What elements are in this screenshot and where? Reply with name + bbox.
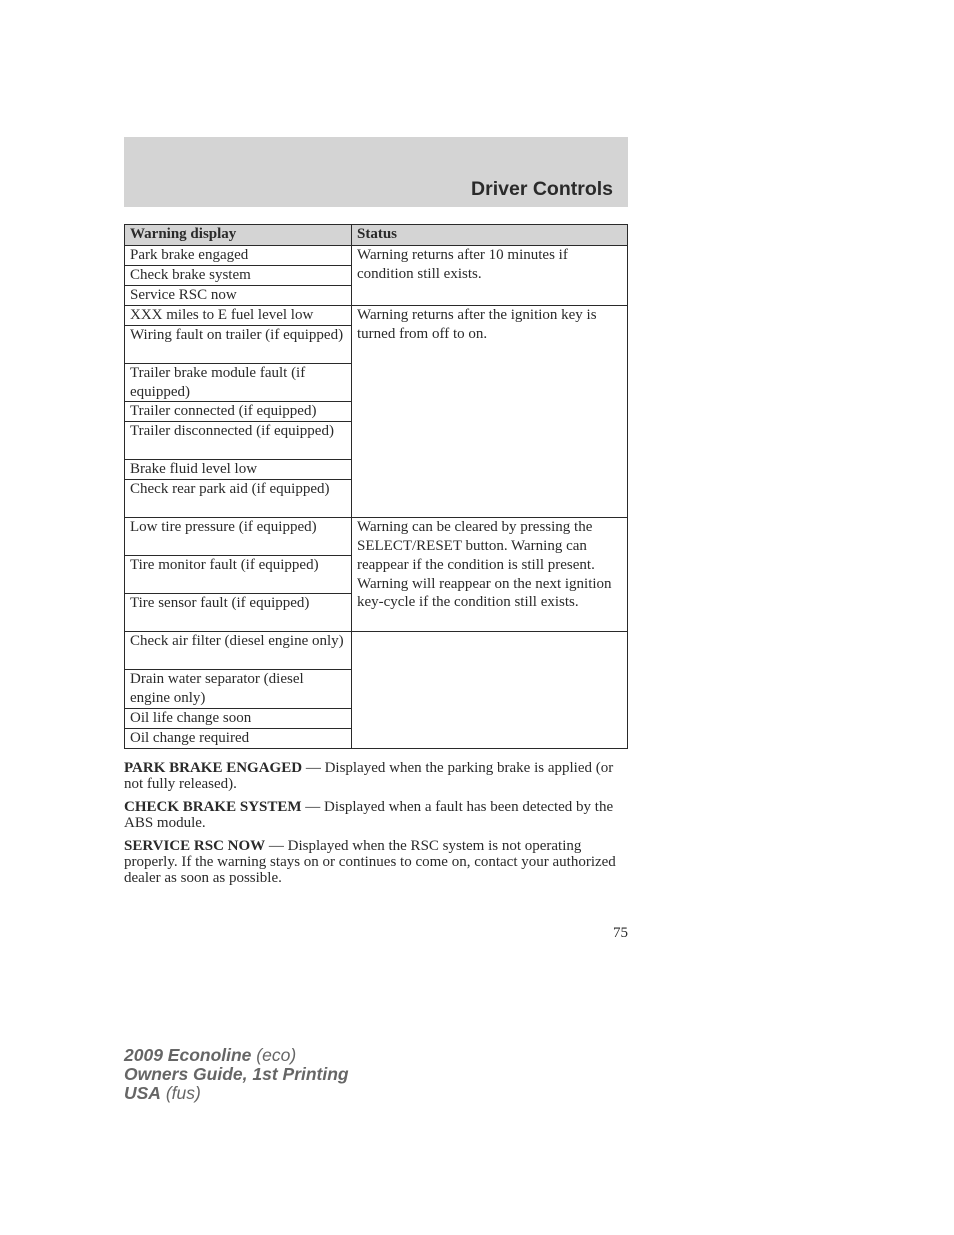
warning-cell: Low tire pressure (if equipped) (125, 518, 352, 556)
paragraph-term: SERVICE RSC NOW (124, 838, 266, 854)
status-cell (352, 632, 628, 748)
table-row (125, 518, 628, 556)
column-header-warning-display: Warning display (125, 225, 352, 246)
park-brake-paragraph (124, 760, 630, 792)
paragraph-text: — Displayed when the parking brake is applied (or not fully released). (124, 760, 614, 792)
warning-cell: Trailer brake module fault (if equipped) (125, 364, 352, 402)
warning-cell: Check brake system (125, 266, 352, 286)
table-row (125, 306, 628, 326)
footer-market-code: (fus) (160, 1083, 201, 1103)
warning-cell: Service RSC now (125, 286, 352, 306)
warning-cell: Trailer disconnected (if equipped) (125, 422, 352, 460)
footer-model-code: (eco) (251, 1045, 297, 1065)
footer-line-model (124, 1046, 349, 1065)
footer-guide-title: Owners Guide, 1st Printing (124, 1064, 349, 1084)
warning-cell: Tire sensor fault (if equipped) (125, 594, 352, 632)
warning-cell: Park brake engaged (125, 246, 352, 266)
table-row (125, 246, 628, 266)
check-brake-paragraph (124, 799, 630, 831)
table-header-row (125, 225, 628, 246)
warning-cell: Trailer connected (if equipped) (125, 402, 352, 422)
service-rsc-paragraph (124, 838, 630, 886)
warning-cell: Drain water separator (diesel engine only) (125, 670, 352, 708)
warning-cell: Wiring fault on trailer (if equipped) (125, 326, 352, 364)
warning-cell: Oil life change soon (125, 708, 352, 728)
paragraph-term: PARK BRAKE ENGAGED (124, 760, 303, 776)
warning-display-table (124, 224, 628, 749)
column-header-status: Status (352, 225, 628, 246)
section-header-band (124, 137, 628, 207)
paragraph-term: CHECK BRAKE SYSTEM (124, 799, 302, 815)
footer-line-market (124, 1084, 349, 1103)
page-number: 75 (613, 925, 628, 941)
warning-cell: Check rear park aid (if equipped) (125, 480, 352, 518)
footer-model-name: 2009 Econoline (124, 1045, 252, 1065)
footer-line-guide (124, 1065, 349, 1084)
warning-cell: Brake fluid level low (125, 460, 352, 480)
document-footer (124, 1046, 349, 1103)
paragraph-text: — Displayed when the RSC system is not operating properly. If the warning stays on or continues to come on, contact your authorized dealer as soon as possible. (124, 838, 616, 886)
footer-market-name: USA (124, 1083, 161, 1103)
warning-cell: XXX miles to E fuel level low (125, 306, 352, 326)
warning-cell: Oil change required (125, 728, 352, 748)
warning-cell: Check air filter (diesel engine only) (125, 632, 352, 670)
status-cell: Warning returns after 10 minutes if condition still exists. (352, 246, 628, 306)
warning-cell: Tire monitor fault (if equipped) (125, 556, 352, 594)
paragraph-text: — Displayed when a fault has been detected by the ABS module. (124, 799, 614, 831)
section-title: Driver Controls (471, 178, 613, 200)
status-cell: Warning returns after the ignition key is turned from off to on. (352, 306, 628, 518)
table-row (125, 632, 628, 670)
status-cell: Warning can be cleared by pressing the SELECT/RESET button. Warning can reappear if the condition is still present. Warning will reappear on the next ignition key-cycle if the condition still exists. (352, 518, 628, 632)
